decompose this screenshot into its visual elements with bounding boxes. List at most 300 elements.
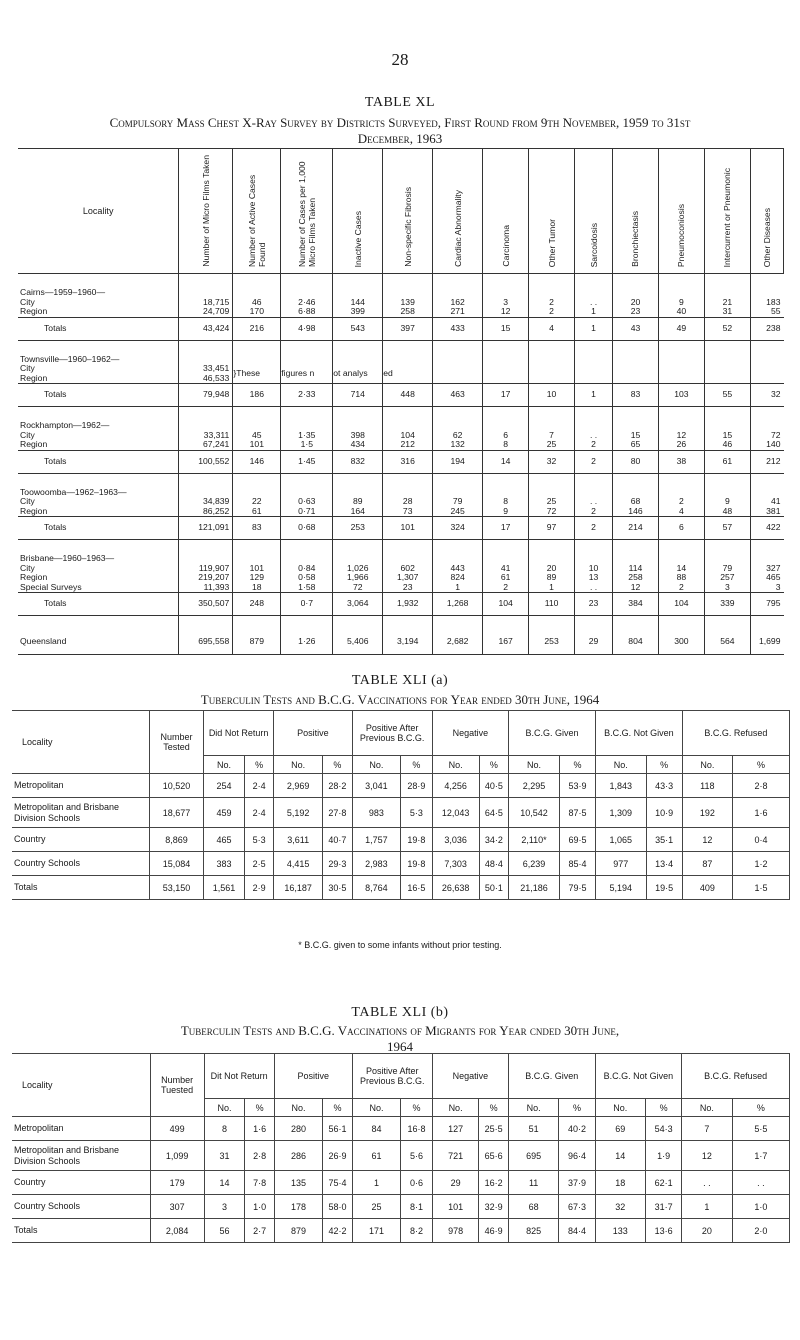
col-subheader-no: No.	[204, 1099, 245, 1117]
totals-row	[18, 517, 784, 540]
table-cell: 69·5	[559, 828, 595, 852]
col-subheader-no: No.	[352, 756, 401, 774]
table-row	[18, 573, 784, 583]
col-header-locality: Locality	[12, 711, 150, 774]
table-cell: 69	[595, 1117, 645, 1141]
table-cell: 1·6	[733, 798, 790, 828]
table-cell: 1·58	[281, 583, 333, 593]
table-cell: 307	[150, 1195, 204, 1219]
table-cell: 127	[432, 1117, 479, 1141]
table-cell: 300	[658, 630, 704, 655]
spacer-cell	[575, 340, 613, 355]
table-cell: 2,969	[274, 774, 323, 798]
table-cell: 825	[508, 1219, 558, 1243]
spacer-cell	[575, 473, 613, 488]
spacer-cell	[658, 407, 704, 422]
note-cell: figures n	[281, 364, 333, 384]
col-group-header: Dit Not Return	[204, 1054, 274, 1099]
col-subheader-percent: %	[245, 756, 274, 774]
spacer-cell	[233, 407, 281, 422]
table-cell: 28·2	[323, 774, 352, 798]
spacer-cell	[383, 274, 433, 289]
table-cell: 10,542	[509, 798, 560, 828]
table-cell: 219,207	[179, 573, 233, 583]
group-heading: Cairns—1959–1960—	[20, 287, 106, 297]
table-cell: 15	[613, 431, 659, 441]
table-cell: 1·0	[245, 1195, 274, 1219]
spacer-cell	[658, 355, 704, 365]
spacer-cell	[529, 616, 575, 631]
table-cell: 67,241	[179, 440, 233, 450]
spacer-cell	[281, 274, 333, 289]
table-cell: 5,406	[333, 630, 383, 655]
table-cell: 2	[529, 307, 575, 317]
table-cell: 3	[704, 583, 750, 593]
spacer-cell	[483, 407, 529, 422]
table-cell: 3,041	[352, 774, 401, 798]
table-cell: 139	[383, 298, 433, 308]
table-row	[12, 1141, 790, 1171]
spacer-cell	[704, 616, 750, 631]
table-cell: 31	[204, 1141, 245, 1171]
col-group-header: B.C.G. Refused	[682, 711, 789, 756]
table-cell: 61	[704, 450, 750, 473]
table-40-header-row	[18, 149, 784, 274]
col-header: Intercurrent or Pneumonic	[704, 149, 750, 274]
table-cell: 15	[483, 317, 529, 340]
table-cell: 564	[704, 630, 750, 655]
table-cell: 14	[483, 450, 529, 473]
table-cell: 4	[529, 317, 575, 340]
table-cell: 978	[432, 1219, 479, 1243]
table-cell: 0·68	[281, 517, 333, 540]
table-cell: 179	[150, 1171, 204, 1195]
table-cell: 19·8	[401, 852, 432, 876]
table-cell: 87	[682, 852, 732, 876]
spacer-cell	[750, 540, 783, 555]
row-label: Country	[12, 828, 150, 852]
spacer-cell	[233, 274, 281, 289]
col-subheader-percent: %	[401, 756, 432, 774]
table-cell: 72	[750, 431, 783, 441]
table-cell: 84·4	[559, 1219, 595, 1243]
row-label: City	[20, 296, 35, 307]
table-cell: 543	[333, 317, 383, 340]
spacer-cell	[18, 274, 179, 289]
table-cell: 121,091	[179, 517, 233, 540]
spacer-row	[18, 540, 784, 555]
table-cell: 46·9	[479, 1219, 509, 1243]
table-cell: 49	[658, 317, 704, 340]
table-cell: 46	[233, 298, 281, 308]
table-cell: 28	[383, 497, 433, 507]
table-cell: 79·5	[559, 876, 595, 900]
table-cell: 96·4	[559, 1141, 595, 1171]
table-cell: 22	[233, 497, 281, 507]
table-cell: 67·3	[559, 1195, 595, 1219]
table-cell: 2	[575, 440, 613, 450]
table-cell: 1,026	[333, 564, 383, 574]
table-41b-subtitle-line1: Tuberculin Tests and B.C.G. Vaccinations of Migrants for Year cnded 30th June,	[180, 1023, 620, 1038]
table-40-title: TABLE XL	[364, 95, 436, 110]
table-cell: 245	[433, 507, 483, 517]
spacer-cell	[658, 616, 704, 631]
table-cell: 89	[333, 497, 383, 507]
table-cell: 23	[383, 583, 433, 593]
spacer-cell	[704, 274, 750, 289]
table-41b	[12, 1053, 790, 1243]
table-cell: 20	[613, 298, 659, 308]
spacer-cell	[179, 274, 233, 289]
queensland-row	[18, 630, 784, 655]
table-cell: 8,869	[150, 828, 204, 852]
spacer-cell	[433, 473, 483, 488]
table-cell: 4,415	[274, 852, 323, 876]
spacer-cell	[529, 540, 575, 555]
table-cell: . .	[732, 1171, 789, 1195]
col-group-header: Negative	[432, 711, 508, 756]
row-label: Totals	[18, 593, 179, 616]
spacer-cell	[613, 407, 659, 422]
spacer-cell	[613, 340, 659, 355]
table-cell: 97	[529, 517, 575, 540]
table-cell: 61	[483, 573, 529, 583]
table-41b-subtitle-line2: 1964	[387, 1039, 413, 1054]
table-cell: 4·98	[281, 317, 333, 340]
spacer-cell	[483, 540, 529, 555]
table-cell: 64·5	[479, 798, 508, 828]
col-subheader-no: No.	[432, 756, 479, 774]
table-cell: 12,043	[432, 798, 479, 828]
table-cell: 286	[274, 1141, 323, 1171]
table-cell: 25	[352, 1195, 401, 1219]
table-cell: 8	[204, 1117, 245, 1141]
col-header: Bronchiectasis	[613, 149, 659, 274]
spacer-row	[18, 473, 784, 488]
spacer-cell	[704, 355, 750, 365]
table-cell: 114	[613, 564, 659, 574]
table-cell: 422	[750, 517, 783, 540]
table-cell: 10	[529, 384, 575, 407]
table-row	[18, 497, 784, 507]
col-subheader-no: No.	[274, 756, 323, 774]
table-cell: 2,295	[509, 774, 560, 798]
col-subheader-percent: %	[645, 1099, 681, 1117]
table-cell: 2·7	[245, 1219, 274, 1243]
table-cell: 3,194	[383, 630, 433, 655]
col-subheader-no: No.	[274, 1099, 323, 1117]
col-header: Number of Active Cases Found	[233, 149, 281, 274]
spacer-cell	[18, 540, 179, 555]
spacer-cell	[433, 355, 483, 365]
spacer-cell	[750, 355, 783, 365]
col-group-header: Did Not Return	[203, 711, 273, 756]
table-cell: 84	[352, 1117, 401, 1141]
table-cell: 1,843	[596, 774, 647, 798]
table-cell: 434	[333, 440, 383, 450]
table-cell: 12	[658, 431, 704, 441]
table-cell: 12	[682, 1141, 732, 1171]
table-cell: 3,611	[274, 828, 323, 852]
table-cell: 384	[613, 593, 659, 616]
table-cell: 43,424	[179, 317, 233, 340]
col-group-header: B.C.G. Not Given	[596, 711, 683, 756]
table-row	[12, 1195, 790, 1219]
col-subheader-no: No.	[595, 1099, 645, 1117]
table-cell: 19·8	[401, 828, 432, 852]
row-label: Totals	[18, 384, 179, 407]
spacer-cell	[575, 274, 613, 289]
spacer-cell	[483, 355, 529, 365]
table-cell: 2·8	[733, 774, 790, 798]
table-cell: 721	[432, 1141, 479, 1171]
empty-cell	[433, 364, 483, 384]
table-cell: 1,699	[750, 630, 783, 655]
spacer-cell	[433, 616, 483, 631]
table-cell: 253	[333, 517, 383, 540]
table-cell: 32·9	[479, 1195, 509, 1219]
col-header: Number of Micro Films Taken	[179, 149, 233, 274]
col-group-header: Positive After Previous B.C.G.	[352, 1054, 432, 1099]
table-cell: 977	[596, 852, 647, 876]
empty-cell	[483, 364, 529, 384]
empty-cell	[750, 364, 783, 384]
table-cell: 6	[658, 517, 704, 540]
spacer-cell	[529, 355, 575, 365]
table-cell: 1	[682, 1195, 732, 1219]
table-cell: 879	[233, 630, 281, 655]
row-label: Totals	[18, 517, 179, 540]
table-cell: 8,764	[352, 876, 401, 900]
table-cell: 804	[613, 630, 659, 655]
row-label: City	[20, 496, 35, 506]
totals-row	[12, 1219, 790, 1243]
table-cell: 0·7	[281, 593, 333, 616]
table-cell: 55	[704, 384, 750, 407]
table-cell: 0·71	[281, 507, 333, 517]
table-cell: 6·88	[281, 307, 333, 317]
table-41b-body	[12, 1117, 790, 1243]
group-heading: Brisbane—1960–1963—	[20, 553, 115, 563]
table-cell: 16·5	[401, 876, 432, 900]
table-cell: 258	[613, 573, 659, 583]
row-label: Country Schools	[12, 1195, 150, 1219]
spacer-cell	[333, 616, 383, 631]
table-cell: 1,561	[203, 876, 244, 900]
table-cell: 73	[383, 507, 433, 517]
table-cell: 1	[352, 1171, 401, 1195]
table-cell: 40·2	[559, 1117, 595, 1141]
table-cell: 463	[433, 384, 483, 407]
table-cell: 433	[433, 317, 483, 340]
col-group-header: B.C.G. Given	[509, 711, 596, 756]
table-cell: 32	[529, 450, 575, 473]
spacer-cell	[383, 407, 433, 422]
table-cell: 695,558	[179, 630, 233, 655]
spacer-cell	[383, 473, 433, 488]
table-cell: 0·6	[401, 1171, 432, 1195]
table-cell: 1,268	[433, 593, 483, 616]
spacer-cell	[613, 355, 659, 365]
table-cell: 15,084	[150, 852, 204, 876]
table-cell: 280	[274, 1117, 323, 1141]
table-cell: 16·2	[479, 1171, 509, 1195]
table-cell: 1·45	[281, 450, 333, 473]
spacer-cell	[483, 274, 529, 289]
spacer-cell	[233, 473, 281, 488]
table-cell: 135	[274, 1171, 323, 1195]
table-cell: 13	[575, 573, 613, 583]
table-cell: 146	[613, 507, 659, 517]
spacer-cell	[333, 407, 383, 422]
spacer-cell	[281, 540, 333, 555]
table-cell: 5·3	[245, 828, 274, 852]
col-header: Locality	[18, 149, 179, 274]
col-header: Number of Cases per 1,000 Micro Films Taken	[281, 149, 333, 274]
row-label: Region	[20, 572, 48, 582]
spacer-cell	[179, 540, 233, 555]
table-cell: 65·6	[479, 1141, 509, 1171]
spacer-cell	[575, 355, 613, 365]
table-cell: 79,948	[179, 384, 233, 407]
row-label: Queensland	[18, 630, 179, 655]
table-cell: 75·4	[323, 1171, 353, 1195]
table-cell: 459	[203, 798, 244, 828]
col-group-header: Positive	[274, 711, 352, 756]
table-cell: 2·5	[245, 852, 274, 876]
table-cell: . .	[575, 431, 613, 441]
col-subheader-percent: %	[323, 756, 352, 774]
table-cell: 103	[658, 384, 704, 407]
table-cell: 5·5	[732, 1117, 789, 1141]
table-cell: 31·7	[645, 1195, 681, 1219]
table-cell: 2·0	[732, 1219, 789, 1243]
table-cell: 38	[658, 450, 704, 473]
table-cell: 1·0	[732, 1195, 789, 1219]
table-cell: 129	[233, 573, 281, 583]
table-cell: 119,907	[179, 564, 233, 574]
spacer-cell	[433, 340, 483, 355]
table-cell: 1·5	[733, 876, 790, 900]
table-cell: 16,187	[274, 876, 323, 900]
spacer-cell	[704, 407, 750, 422]
table-cell: 26,638	[432, 876, 479, 900]
spacer-row	[18, 407, 784, 422]
table-cell: 72	[333, 583, 383, 593]
table-row	[12, 828, 790, 852]
table-cell: 56·1	[323, 1117, 353, 1141]
table-cell: 10	[575, 564, 613, 574]
col-header: Sarcoidosis	[575, 149, 613, 274]
table-row	[18, 507, 784, 517]
spacer-cell	[483, 340, 529, 355]
table-cell: 4,256	[432, 774, 479, 798]
table-cell: 1,966	[333, 573, 383, 583]
table-cell: 42·2	[323, 1219, 353, 1243]
table-cell: 15	[704, 431, 750, 441]
table-cell: 17	[483, 384, 529, 407]
spacer-cell	[179, 473, 233, 488]
col-subheader-percent: %	[733, 756, 790, 774]
spacer-cell	[18, 473, 179, 488]
table-cell: 41	[483, 564, 529, 574]
row-label: Metropolitan	[12, 774, 150, 798]
table-cell: 83	[613, 384, 659, 407]
table-cell: 55	[750, 307, 783, 317]
table-cell: 24,709	[179, 307, 233, 317]
table-cell: 879	[274, 1219, 323, 1243]
row-label: Totals	[12, 1219, 150, 1243]
table-row	[18, 364, 784, 374]
table-cell: . .	[682, 1171, 732, 1195]
table-cell: 100,552	[179, 450, 233, 473]
table-cell: 1·26	[281, 630, 333, 655]
row-label: Metropolitan and Brisbane Division Schools	[12, 1141, 150, 1171]
spacer-cell	[333, 340, 383, 355]
col-header: Cardiac Abnormality	[433, 149, 483, 274]
table-cell: 32	[595, 1195, 645, 1219]
table-cell: 1	[575, 384, 613, 407]
spacer-cell	[18, 616, 179, 631]
table-cell: 110	[529, 593, 575, 616]
spacer-cell	[529, 340, 575, 355]
table-cell: 32	[750, 384, 783, 407]
table-cell: 253	[529, 630, 575, 655]
table-cell: 178	[274, 1195, 323, 1219]
col-subheader-no: No.	[596, 756, 647, 774]
table-cell: 72	[529, 507, 575, 517]
table-cell: 62	[433, 431, 483, 441]
col-subheader-percent: %	[559, 1099, 595, 1117]
table-cell: 1·6	[245, 1117, 274, 1141]
group-heading: Toowoomba—1962–1963—	[20, 486, 127, 497]
table-cell: 1,932	[383, 593, 433, 616]
table-40-subtitle-line2: December, 1963	[357, 131, 443, 146]
table-41a-body	[12, 774, 790, 900]
col-subheader-percent: %	[646, 756, 682, 774]
table-cell: 3,064	[333, 593, 383, 616]
spacer-cell	[658, 540, 704, 555]
table-41a-header-row	[12, 711, 790, 756]
table-cell: 9	[658, 298, 704, 308]
table-cell: 18,715	[179, 298, 233, 308]
col-subheader-percent: %	[732, 1099, 789, 1117]
spacer-cell	[233, 340, 281, 355]
table-cell: 695	[508, 1141, 558, 1171]
spacer-cell	[333, 540, 383, 555]
table-cell: 58·0	[323, 1195, 353, 1219]
col-header: Pneumoconiosis	[658, 149, 704, 274]
table-cell: 101	[233, 564, 281, 574]
col-subheader-no: No.	[682, 756, 732, 774]
row-label: City	[20, 562, 35, 573]
table-cell: 3	[483, 298, 529, 308]
table-row	[18, 307, 784, 317]
spacer-cell	[383, 540, 433, 555]
spacer-cell	[750, 473, 783, 488]
col-header: Non-specific Fibrosis	[383, 149, 433, 274]
col-header: Other Tumor	[529, 149, 575, 274]
spacer-cell	[281, 473, 333, 488]
col-header-locality: Locality	[12, 1054, 150, 1117]
table-cell: 29·3	[323, 852, 352, 876]
table-cell: 1,307	[383, 573, 433, 583]
col-subheader-percent: %	[479, 1099, 509, 1117]
totals-row	[18, 450, 784, 473]
spacer-cell	[529, 407, 575, 422]
table-cell: 602	[383, 564, 433, 574]
table-cell: 87·5	[559, 798, 595, 828]
